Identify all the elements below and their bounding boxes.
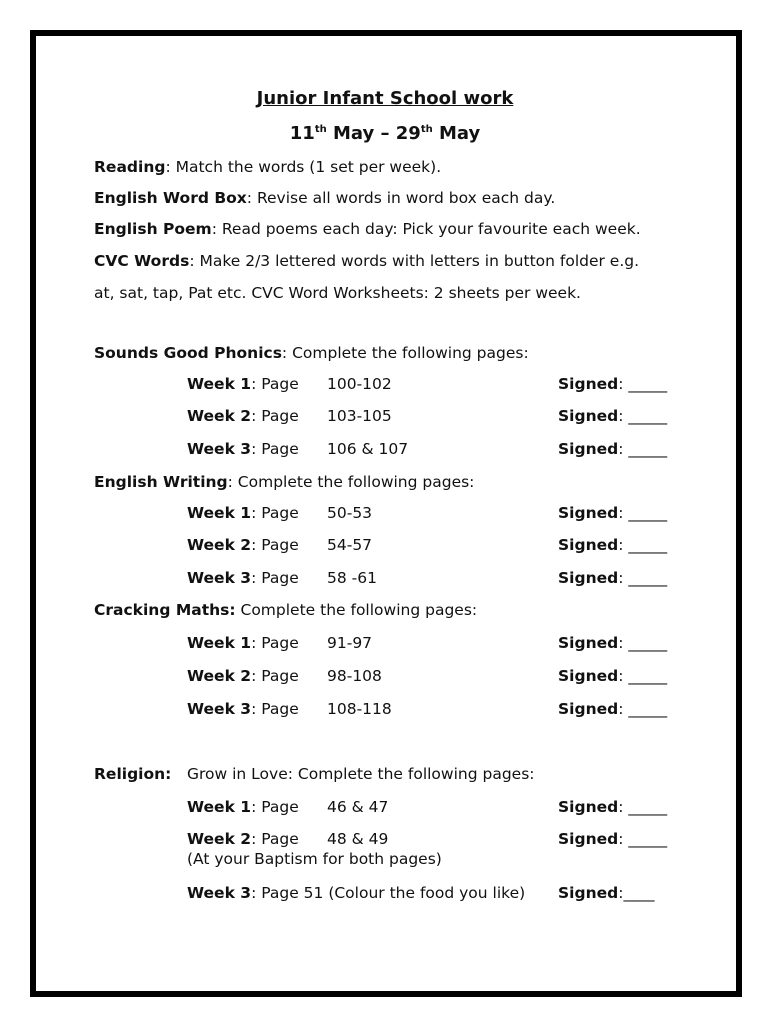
week-label: Week 2: Page bbox=[187, 667, 299, 685]
week-label: Week 2: Page bbox=[187, 830, 299, 848]
signed-field: Signed: _____ bbox=[558, 667, 668, 685]
page-range: 106 & 107 bbox=[327, 440, 409, 458]
signed-field: Signed: _____ bbox=[558, 569, 668, 587]
week-label: Week 1: Page bbox=[187, 634, 299, 652]
signed-field: Signed: _____ bbox=[558, 407, 668, 425]
week-label: Week 3: Page bbox=[187, 440, 299, 458]
signed-field: Signed: _____ bbox=[558, 536, 668, 554]
week-label: Week 3: Page bbox=[187, 700, 299, 718]
signed-field: Signed: _____ bbox=[558, 634, 668, 652]
week-label: Week 1: Page bbox=[187, 798, 299, 816]
poem-line: English Poem: Read poems each day: Pick your favourite each week. bbox=[94, 220, 641, 238]
maths-heading: Cracking Maths: Complete the following pages: bbox=[94, 601, 478, 619]
signed-field: Signed: _____ bbox=[558, 504, 668, 522]
signed-field: Signed: _____ bbox=[558, 830, 668, 848]
religion-text: Grow in Love: Complete the following pages: bbox=[187, 765, 535, 783]
date-range: 11th May – 29th May bbox=[289, 123, 481, 144]
week-label: Week 2: Page bbox=[187, 536, 299, 554]
word-box-line: English Word Box: Revise all words in word box each day. bbox=[94, 189, 556, 207]
week-label: Week 3: Page bbox=[187, 569, 299, 587]
page-range: 98-108 bbox=[327, 667, 382, 685]
document-title: Junior Infant School work bbox=[256, 88, 514, 109]
page-range: 58 -61 bbox=[327, 569, 377, 587]
religion-heading: Religion: bbox=[94, 765, 172, 783]
writing-heading: English Writing: Complete the following pages: bbox=[94, 473, 475, 491]
page-range: 103-105 bbox=[327, 407, 392, 425]
signed-field: Signed:____ bbox=[558, 884, 655, 902]
week-label: Week 1: Page bbox=[187, 504, 299, 522]
week-label: Week 2: Page bbox=[187, 407, 299, 425]
week-label: Week 1: Page bbox=[187, 375, 299, 393]
week-label: Week 3: Page 51 (Colour the food you like) bbox=[187, 884, 526, 902]
signed-field: Signed: _____ bbox=[558, 375, 668, 393]
signed-field: Signed: _____ bbox=[558, 700, 668, 718]
cvc-line-continued: at, sat, tap, Pat etc. CVC Word Worksheets: 2 sheets per week. bbox=[94, 284, 581, 302]
signed-field: Signed: _____ bbox=[558, 440, 668, 458]
reading-line: Reading: Match the words (1 set per week). bbox=[94, 158, 442, 176]
page-range: 100-102 bbox=[327, 375, 392, 393]
page-range: 50-53 bbox=[327, 504, 373, 522]
page-range: 46 & 47 bbox=[327, 798, 389, 816]
page-range: 48 & 49 bbox=[327, 830, 389, 848]
page-range: 91-97 bbox=[327, 634, 373, 652]
baptism-note: (At your Baptism for both pages) bbox=[187, 850, 442, 868]
signed-field: Signed: _____ bbox=[558, 798, 668, 816]
page-range: 108-118 bbox=[327, 700, 392, 718]
page-range: 54-57 bbox=[327, 536, 373, 554]
cvc-line: CVC Words: Make 2/3 lettered words with letters in button folder e.g. bbox=[94, 252, 640, 270]
phonics-heading: Sounds Good Phonics: Complete the following pages: bbox=[94, 344, 529, 362]
